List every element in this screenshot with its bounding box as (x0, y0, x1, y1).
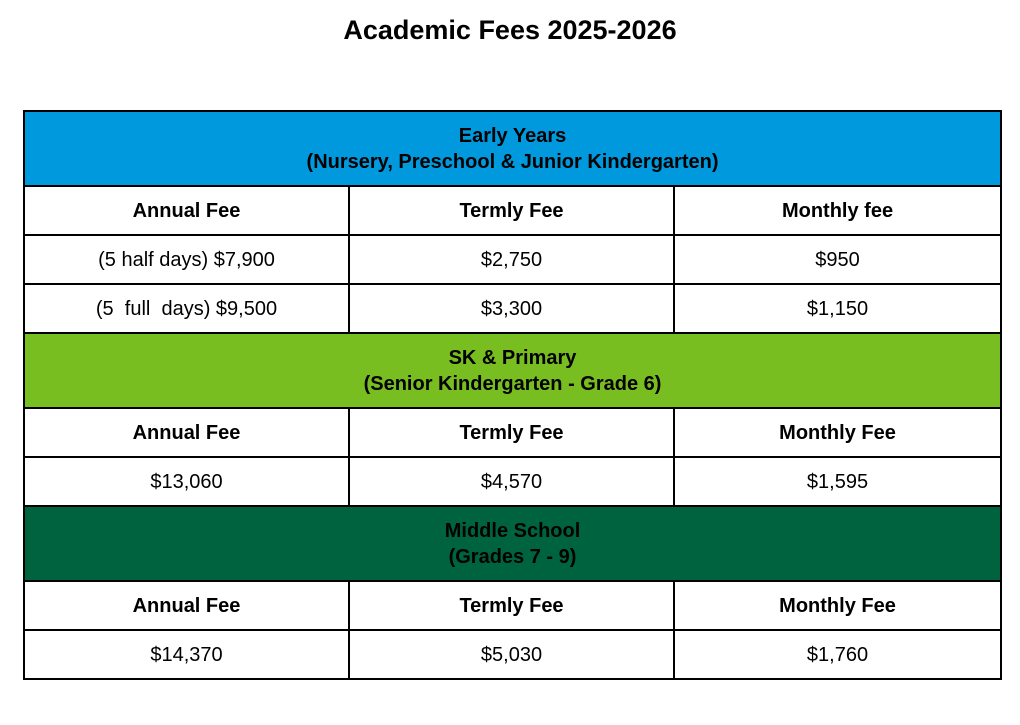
column-header-row (24, 408, 1001, 457)
fees-table (23, 110, 1002, 680)
section-title-cell (24, 506, 1001, 581)
section-header-sk-primary (24, 333, 1001, 408)
column-header-annual: Annual Fee (24, 408, 349, 457)
termly-fee-cell: $4,570 (349, 457, 674, 506)
section-name: Early Years (458, 124, 567, 147)
monthly-fee-cell: $1,150 (674, 284, 1001, 333)
annual-fee-cell: $13,060 (24, 457, 349, 506)
section-name: SK & Primary (448, 346, 577, 369)
section-title-cell (24, 111, 1001, 186)
section-header-early-years (24, 111, 1001, 186)
monthly-fee-cell: $950 (674, 235, 1001, 284)
table-row (24, 457, 1001, 506)
column-header-termly: Termly Fee (349, 581, 674, 630)
section-name: Middle School (444, 519, 581, 542)
table-row (24, 235, 1001, 284)
termly-fee-cell: $3,300 (349, 284, 674, 333)
section-header-middle-school (24, 506, 1001, 581)
column-header-row (24, 186, 1001, 235)
termly-fee-cell: $2,750 (349, 235, 674, 284)
annual-fee-cell: (5 full days) $9,500 (24, 284, 349, 333)
monthly-fee-cell: $1,760 (674, 630, 1001, 679)
annual-fee-cell: $14,370 (24, 630, 349, 679)
column-header-monthly: Monthly Fee (674, 408, 1001, 457)
annual-fee-cell: (5 half days) $7,900 (24, 235, 349, 284)
column-header-annual: Annual Fee (24, 186, 349, 235)
section-subtitle: (Senior Kindergarten - Grade 6) (363, 372, 662, 395)
page-title: Academic Fees 2025-2026 (343, 15, 677, 45)
column-header-termly: Termly Fee (349, 186, 674, 235)
section-title-cell (24, 333, 1001, 408)
table-row (24, 630, 1001, 679)
termly-fee-cell: $5,030 (349, 630, 674, 679)
column-header-monthly: Monthly fee (674, 186, 1001, 235)
section-subtitle: (Grades 7 - 9) (448, 545, 577, 568)
table-row (24, 284, 1001, 333)
monthly-fee-cell: $1,595 (674, 457, 1001, 506)
column-header-monthly: Monthly Fee (674, 581, 1001, 630)
column-header-annual: Annual Fee (24, 581, 349, 630)
section-subtitle: (Nursery, Preschool & Junior Kindergarten) (306, 150, 719, 173)
column-header-row (24, 581, 1001, 630)
column-header-termly: Termly Fee (349, 408, 674, 457)
